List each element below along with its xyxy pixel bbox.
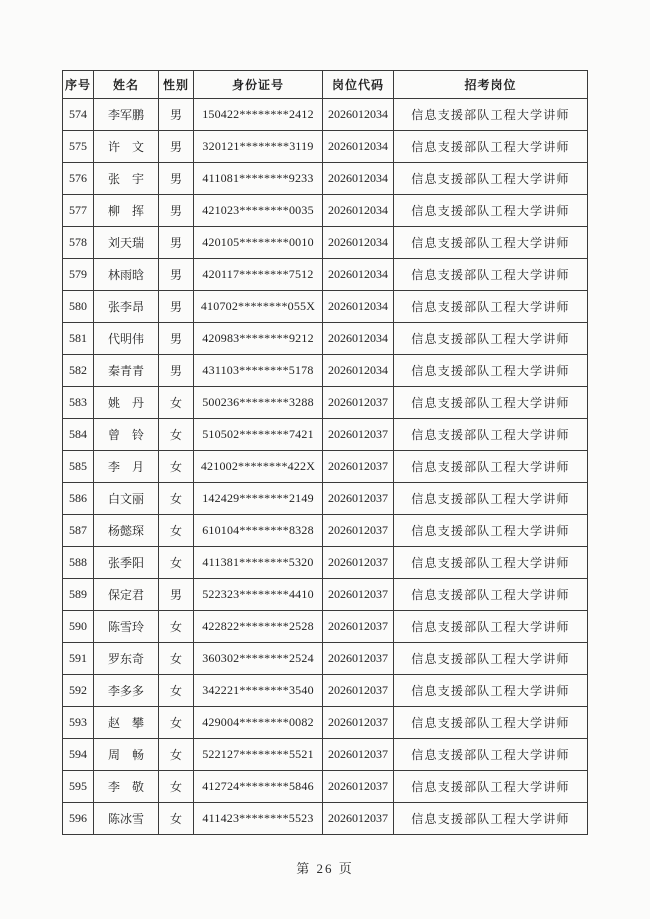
cell-name: 许 文: [94, 131, 159, 163]
cell-id: 411423********5523: [194, 803, 323, 835]
cell-gender: 女: [159, 739, 194, 771]
cell-code: 2026012037: [323, 675, 394, 707]
cell-code: 2026012034: [323, 131, 394, 163]
cell-name: 李 月: [94, 451, 159, 483]
page-number: 第 26 页: [296, 861, 354, 876]
cell-code: 2026012034: [323, 355, 394, 387]
cell-code: 2026012037: [323, 739, 394, 771]
cell-code: 2026012037: [323, 483, 394, 515]
cell-name: 罗东奇: [94, 643, 159, 675]
cell-gender: 男: [159, 355, 194, 387]
cell-gender: 男: [159, 227, 194, 259]
cell-no: 593: [63, 707, 94, 739]
cell-id: 522323********4410: [194, 579, 323, 611]
cell-name: 李 敬: [94, 771, 159, 803]
table-row: [63, 419, 588, 451]
cell-position: 信息支援部队工程大学讲师: [394, 419, 588, 451]
cell-name: 代明伟: [94, 323, 159, 355]
cell-gender: 女: [159, 771, 194, 803]
cell-gender: 女: [159, 483, 194, 515]
cell-gender: 女: [159, 451, 194, 483]
cell-position: 信息支援部队工程大学讲师: [394, 675, 588, 707]
cell-code: 2026012034: [323, 227, 394, 259]
cell-gender: 男: [159, 323, 194, 355]
cell-id: 412724********5846: [194, 771, 323, 803]
recruitment-roster-table: [62, 70, 588, 835]
cell-position: 信息支援部队工程大学讲师: [394, 291, 588, 323]
cell-position: 信息支援部队工程大学讲师: [394, 579, 588, 611]
header-cell-name: 姓名: [94, 71, 159, 99]
cell-gender: 女: [159, 803, 194, 835]
cell-id: 522127********5521: [194, 739, 323, 771]
cell-id: 420117********7512: [194, 259, 323, 291]
cell-gender: 女: [159, 611, 194, 643]
table-row: [63, 323, 588, 355]
cell-position: 信息支援部队工程大学讲师: [394, 163, 588, 195]
table-row: [63, 515, 588, 547]
cell-name: 白文丽: [94, 483, 159, 515]
cell-gender: 男: [159, 259, 194, 291]
cell-id: 410702********055X: [194, 291, 323, 323]
cell-code: 2026012037: [323, 803, 394, 835]
cell-name: 李多多: [94, 675, 159, 707]
cell-position: 信息支援部队工程大学讲师: [394, 483, 588, 515]
cell-code: 2026012037: [323, 579, 394, 611]
table-row: [63, 707, 588, 739]
cell-id: 429004********0082: [194, 707, 323, 739]
cell-code: 2026012034: [323, 291, 394, 323]
cell-id: 510502********7421: [194, 419, 323, 451]
cell-id: 360302********2524: [194, 643, 323, 675]
cell-name: 李军鹏: [94, 99, 159, 131]
cell-no: 590: [63, 611, 94, 643]
cell-position: 信息支援部队工程大学讲师: [394, 771, 588, 803]
cell-no: 581: [63, 323, 94, 355]
cell-code: 2026012034: [323, 195, 394, 227]
cell-no: 584: [63, 419, 94, 451]
table-row: [63, 803, 588, 835]
cell-name: 保定君: [94, 579, 159, 611]
cell-id: 142429********2149: [194, 483, 323, 515]
cell-no: 592: [63, 675, 94, 707]
cell-gender: 女: [159, 387, 194, 419]
cell-no: 574: [63, 99, 94, 131]
cell-position: 信息支援部队工程大学讲师: [394, 355, 588, 387]
cell-position: 信息支援部队工程大学讲师: [394, 323, 588, 355]
cell-id: 150422********2412: [194, 99, 323, 131]
table-row: [63, 291, 588, 323]
cell-position: 信息支援部队工程大学讲师: [394, 707, 588, 739]
table-row: [63, 195, 588, 227]
cell-id: 420983********9212: [194, 323, 323, 355]
cell-no: 591: [63, 643, 94, 675]
cell-no: 578: [63, 227, 94, 259]
cell-id: 422822********2528: [194, 611, 323, 643]
table-row: [63, 451, 588, 483]
cell-position: 信息支援部队工程大学讲师: [394, 547, 588, 579]
cell-code: 2026012037: [323, 643, 394, 675]
cell-gender: 男: [159, 579, 194, 611]
cell-position: 信息支援部队工程大学讲师: [394, 739, 588, 771]
cell-name: 林雨晗: [94, 259, 159, 291]
table-row: [63, 611, 588, 643]
cell-no: 582: [63, 355, 94, 387]
header-cell-id: 身份证号: [194, 71, 323, 99]
cell-gender: 男: [159, 195, 194, 227]
cell-gender: 男: [159, 99, 194, 131]
cell-gender: 女: [159, 547, 194, 579]
cell-name: 柳 挥: [94, 195, 159, 227]
cell-name: 张季阳: [94, 547, 159, 579]
cell-no: 583: [63, 387, 94, 419]
cell-name: 秦青青: [94, 355, 159, 387]
table-row: [63, 643, 588, 675]
cell-code: 2026012034: [323, 163, 394, 195]
cell-position: 信息支援部队工程大学讲师: [394, 643, 588, 675]
table-row: [63, 355, 588, 387]
cell-id: 431103********5178: [194, 355, 323, 387]
cell-id: 421023********0035: [194, 195, 323, 227]
table-row: [63, 675, 588, 707]
cell-id: 500236********3288: [194, 387, 323, 419]
cell-code: 2026012037: [323, 387, 394, 419]
cell-no: 580: [63, 291, 94, 323]
cell-name: 曾 铃: [94, 419, 159, 451]
cell-no: 585: [63, 451, 94, 483]
cell-code: 2026012037: [323, 451, 394, 483]
cell-code: 2026012037: [323, 419, 394, 451]
header-cell-gender: 性别: [159, 71, 194, 99]
cell-no: 596: [63, 803, 94, 835]
cell-gender: 女: [159, 675, 194, 707]
cell-name: 刘天瑞: [94, 227, 159, 259]
cell-no: 575: [63, 131, 94, 163]
cell-id: 411381********5320: [194, 547, 323, 579]
cell-name: 赵 攀: [94, 707, 159, 739]
cell-position: 信息支援部队工程大学讲师: [394, 99, 588, 131]
cell-name: 张李昂: [94, 291, 159, 323]
table-header-row: [63, 71, 588, 99]
cell-no: 587: [63, 515, 94, 547]
cell-name: 姚 丹: [94, 387, 159, 419]
cell-id: 342221********3540: [194, 675, 323, 707]
cell-code: 2026012037: [323, 707, 394, 739]
cell-position: 信息支援部队工程大学讲师: [394, 451, 588, 483]
table-row: [63, 131, 588, 163]
cell-gender: 女: [159, 515, 194, 547]
cell-position: 信息支援部队工程大学讲师: [394, 259, 588, 291]
cell-no: 594: [63, 739, 94, 771]
cell-id: 320121********3119: [194, 131, 323, 163]
table-row: [63, 259, 588, 291]
cell-id: 610104********8328: [194, 515, 323, 547]
cell-position: 信息支援部队工程大学讲师: [394, 611, 588, 643]
cell-gender: 女: [159, 643, 194, 675]
cell-position: 信息支援部队工程大学讲师: [394, 195, 588, 227]
cell-gender: 女: [159, 419, 194, 451]
table-row: [63, 163, 588, 195]
cell-name: 杨懿琛: [94, 515, 159, 547]
cell-code: 2026012034: [323, 323, 394, 355]
cell-id: 421002********422X: [194, 451, 323, 483]
table-row: [63, 99, 588, 131]
header-cell-position: 招考岗位: [394, 71, 588, 99]
table-row: [63, 771, 588, 803]
cell-position: 信息支援部队工程大学讲师: [394, 803, 588, 835]
cell-position: 信息支援部队工程大学讲师: [394, 227, 588, 259]
cell-id: 420105********0010: [194, 227, 323, 259]
table-row: [63, 227, 588, 259]
cell-name: 陈雪玲: [94, 611, 159, 643]
cell-gender: 男: [159, 131, 194, 163]
cell-no: 577: [63, 195, 94, 227]
cell-no: 595: [63, 771, 94, 803]
cell-no: 589: [63, 579, 94, 611]
cell-code: 2026012037: [323, 771, 394, 803]
header-cell-code: 岗位代码: [323, 71, 394, 99]
cell-name: 周 畅: [94, 739, 159, 771]
cell-position: 信息支援部队工程大学讲师: [394, 131, 588, 163]
cell-code: 2026012037: [323, 515, 394, 547]
cell-position: 信息支援部队工程大学讲师: [394, 387, 588, 419]
cell-no: 588: [63, 547, 94, 579]
cell-gender: 女: [159, 707, 194, 739]
cell-code: 2026012034: [323, 259, 394, 291]
cell-gender: 男: [159, 163, 194, 195]
cell-code: 2026012037: [323, 611, 394, 643]
table-row: [63, 387, 588, 419]
cell-position: 信息支援部队工程大学讲师: [394, 515, 588, 547]
cell-code: 2026012037: [323, 547, 394, 579]
header-cell-no: 序号: [63, 71, 94, 99]
cell-no: 576: [63, 163, 94, 195]
cell-code: 2026012034: [323, 99, 394, 131]
cell-no: 579: [63, 259, 94, 291]
cell-name: 张 宇: [94, 163, 159, 195]
cell-name: 陈冰雪: [94, 803, 159, 835]
cell-id: 411081********9233: [194, 163, 323, 195]
table-row: [63, 579, 588, 611]
cell-no: 586: [63, 483, 94, 515]
cell-gender: 男: [159, 291, 194, 323]
table-row: [63, 547, 588, 579]
table-row: [63, 739, 588, 771]
table-row: [63, 483, 588, 515]
